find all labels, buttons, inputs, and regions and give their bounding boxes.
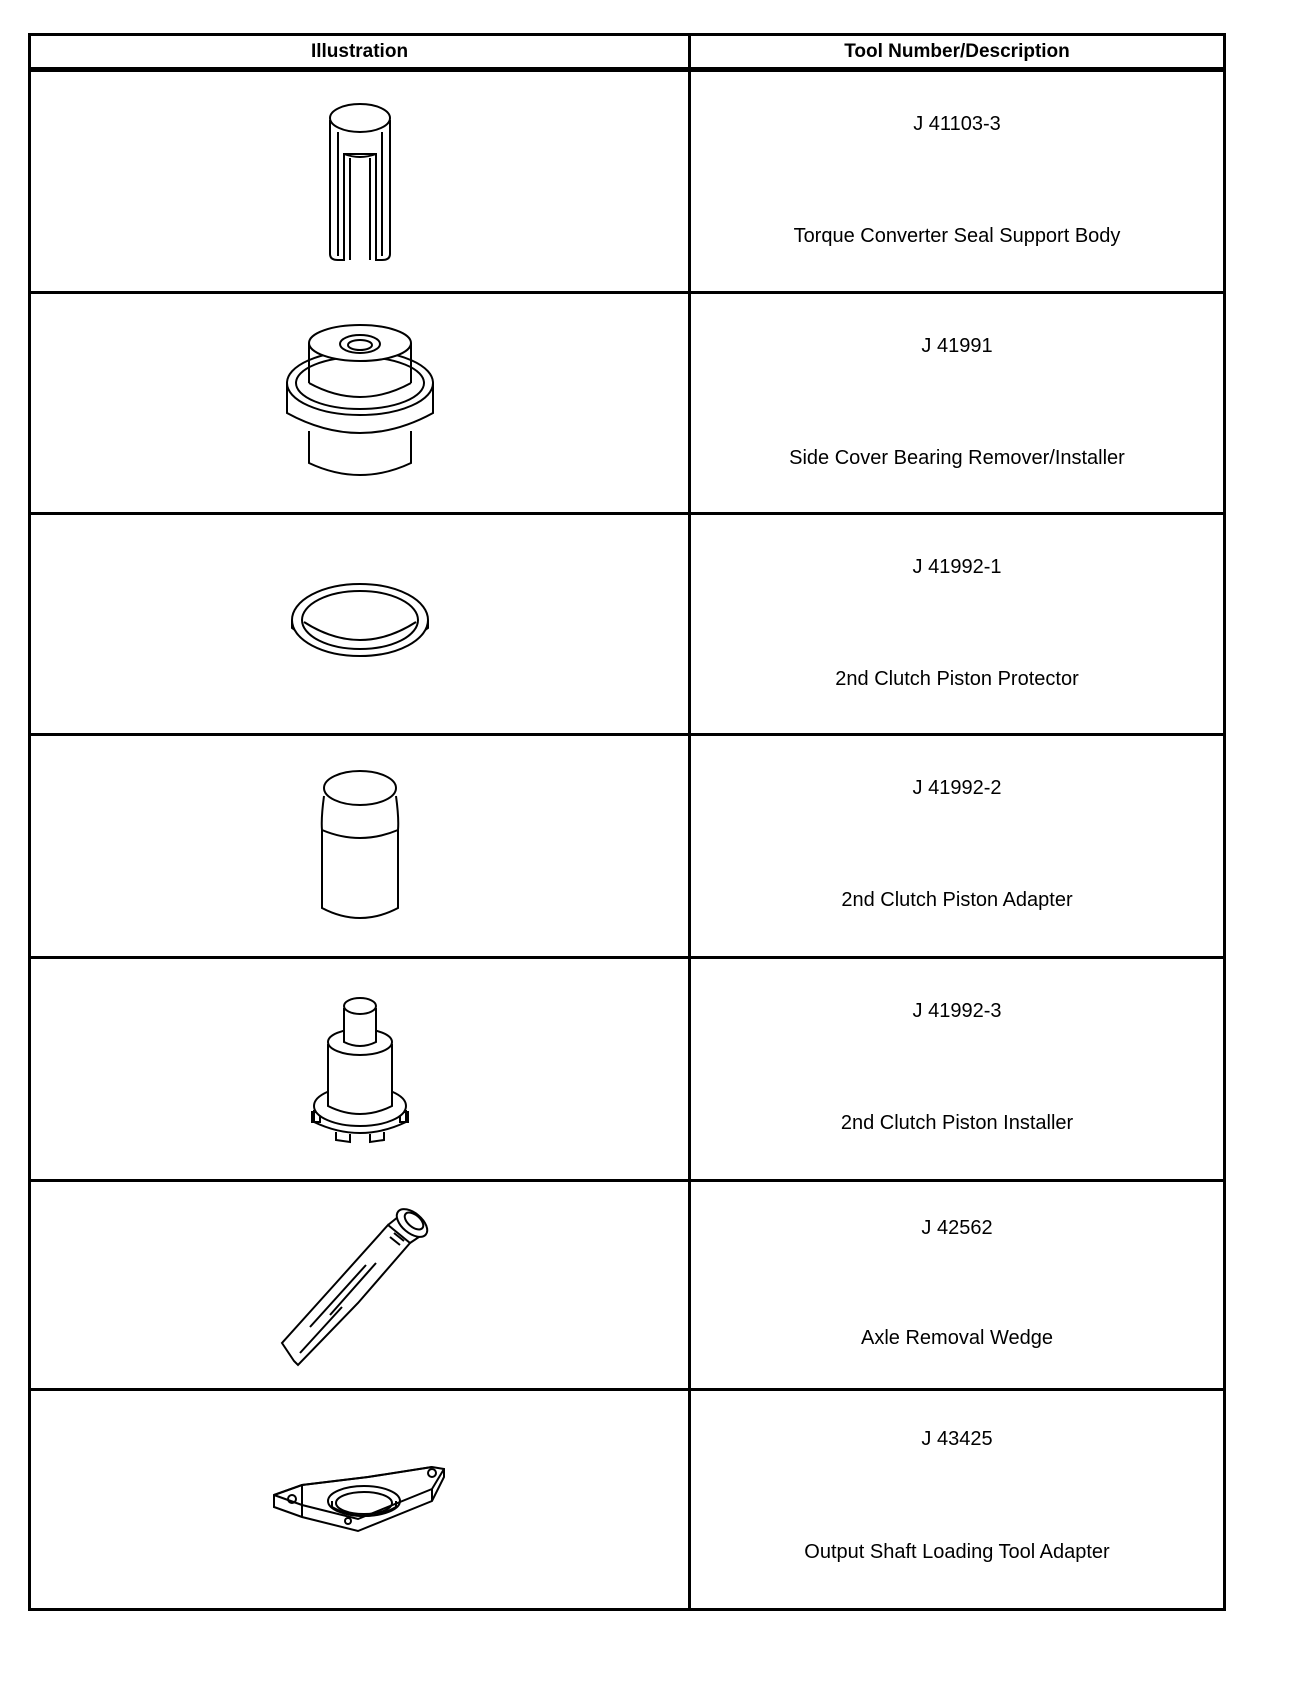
tool-number: J 41991 <box>921 335 993 357</box>
tool-description: Torque Converter Seal Support Body <box>793 225 1121 247</box>
tool-number: J 41103-3 <box>913 113 1001 135</box>
tool-number: J 42562 <box>921 1217 993 1239</box>
table-row <box>30 958 1225 1181</box>
header-illustration: Illustration <box>30 35 690 70</box>
table-row <box>30 514 1225 735</box>
piston-installer-icon <box>308 994 412 1144</box>
illustration-cell <box>30 958 690 1181</box>
header-tool-number-description: Tool Number/Description <box>690 35 1225 70</box>
tool-description: Output Shaft Loading Tool Adapter <box>804 1541 1110 1563</box>
piston-adapter-cylinder-icon <box>317 768 403 924</box>
tool-description: 2nd Clutch Piston Protector <box>835 668 1079 690</box>
tool-number: J 43425 <box>921 1428 993 1450</box>
tool-info-cell <box>690 958 1225 1181</box>
illustration-cell <box>30 1390 690 1610</box>
tool-info-cell <box>690 514 1225 735</box>
table-row <box>30 293 1225 514</box>
special-tools-table <box>28 33 1226 1611</box>
illustration-cell <box>30 735 690 958</box>
tool-description: Side Cover Bearing Remover/Installer <box>789 447 1125 469</box>
output-shaft-adapter-plate-icon <box>272 1465 448 1535</box>
table-header-row <box>30 35 1225 70</box>
illustration-cell <box>30 70 690 293</box>
tool-info-cell <box>690 1390 1225 1610</box>
tool-info-cell <box>690 293 1225 514</box>
tool-description: 2nd Clutch Piston Adapter <box>841 889 1073 911</box>
piston-protector-ring-icon <box>290 582 430 666</box>
tool-info-cell <box>690 70 1225 293</box>
tool-description: 2nd Clutch Piston Installer <box>840 1112 1074 1134</box>
axle-wedge-icon <box>280 1203 440 1367</box>
tool-number: J 41992-1 <box>912 556 1002 578</box>
illustration-cell <box>30 1181 690 1390</box>
bearing-remover-installer-icon <box>285 323 435 483</box>
tool-description: Axle Removal Wedge <box>861 1327 1053 1349</box>
tool-info-cell <box>690 1181 1225 1390</box>
table-row <box>30 735 1225 958</box>
illustration-cell <box>30 514 690 735</box>
tool-info-cell <box>690 735 1225 958</box>
table-row <box>30 1181 1225 1390</box>
illustration-cell <box>30 293 690 514</box>
table-row <box>30 1390 1225 1610</box>
seal-support-body-icon <box>320 98 400 266</box>
tool-number: J 41992-3 <box>912 1000 1002 1022</box>
table-row <box>30 70 1225 293</box>
tool-number: J 41992-2 <box>912 777 1002 799</box>
